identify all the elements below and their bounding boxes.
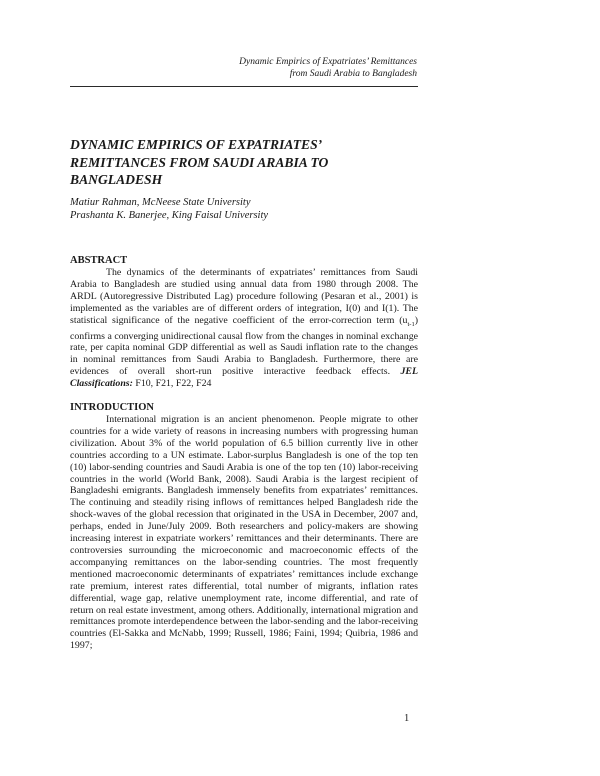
- jel-codes: F10, F21, F22, F24: [132, 378, 212, 390]
- running-header-line-2: from Saudi Arabia to Bangladesh: [289, 69, 417, 79]
- title-line-2: REMITTANCES FROM SAUDI ARABIA TO: [70, 154, 329, 170]
- title-line-1: DYNAMIC EMPIRICS OF EXPATRIATES’: [70, 137, 323, 152]
- author-1: Matiur Rahman, McNeese State University: [70, 197, 251, 208]
- author-2: Prashanta K. Banerjee, King Faisal University: [70, 210, 269, 221]
- author-list: [70, 196, 268, 222]
- introduction-text: International migration is an ancient phenomenon. People migrate to other countries for a wide variety of reasons in increasing numbers with progressing human civilization. About 3% of the world population of 6.5 billion currently live in other countries according to a UN estimate. Labor-surplus Bangladesh is one of the top ten (10) labor-sending countries and Saudi Arabia is one of the top ten (10) labor-receiving countries in the world (World Bank, 2008). Saudi Arabia is the largest recipient of Bangladeshi emigrants. Bangladesh immensely benefits from expatriates’ remittances. The continuing and steadily rising inflows of remittances helped Bangladesh ride the shock-waves of the global recession that originated in the USA in December, 2007 and, perhaps, ended in June/July 2009. Both researchers and policy-makers are showing increasing interest in expatriate workers’ remittances and their determinants. There are controversies surrounding the microeconomic and macroeconomic effects of the accompanying remittances on the labor-sending countries. The most frequently mentioned macroeconomic determinants of expatriates’ remittances include exchange rate premium, interest rates differential, total number of migrants, inflation rates differential, wage gap, relative unemployment rate, income differential, and rate of return on real estate investment, among others. Additionally, international migration and remittances promote interdependence between the labor-sending and the labor-receiving countries (El-Sakka and McNabb, 1999; Russell, 1986; Faini, 1994; Quibria, 1986 and 1997;: [70, 414, 418, 652]
- header-rule: [70, 86, 418, 87]
- jel-label: JEL Classifications:: [70, 366, 418, 390]
- introduction-heading: INTRODUCTION: [70, 402, 155, 413]
- running-header-line-1: Dynamic Empirics of Expatriates’ Remittances: [239, 57, 417, 67]
- abstract-body: [70, 267, 418, 390]
- error-term-subscript: t-1: [407, 320, 415, 328]
- paper-title: [70, 136, 430, 189]
- title-line-3: BANGLADESH: [70, 172, 163, 187]
- abstract-heading: ABSTRACT: [70, 255, 128, 266]
- abstract-text-1: The dynamics of the determinants of expatriates’ remittances from Saudi Arabia to Bangladesh are studied using annual data from 1980 through 2008. The ARDL (Autoregressive Distributed Lag) procedure following (Pesaran et al., 2001) is implemented as the variables are of different orders of integration, I(0) and I(1). The statistical significance of the negative coefficient of the error-correction term (u: [70, 267, 418, 326]
- running-header: [239, 56, 417, 80]
- page-number: 1: [404, 713, 410, 724]
- introduction-body: [70, 414, 418, 652]
- abstract-text-2: ) confirms a converging unidirectional causal flow from the changes in nominal exchange rate, per capita nominal GDP differential as well as Saudi inflation rate to the changes in nominal remittances from Saudi Arabia to Bangladesh. Furthermore, there are evidences of overall short-run positive interactive feedback effects.: [70, 314, 418, 378]
